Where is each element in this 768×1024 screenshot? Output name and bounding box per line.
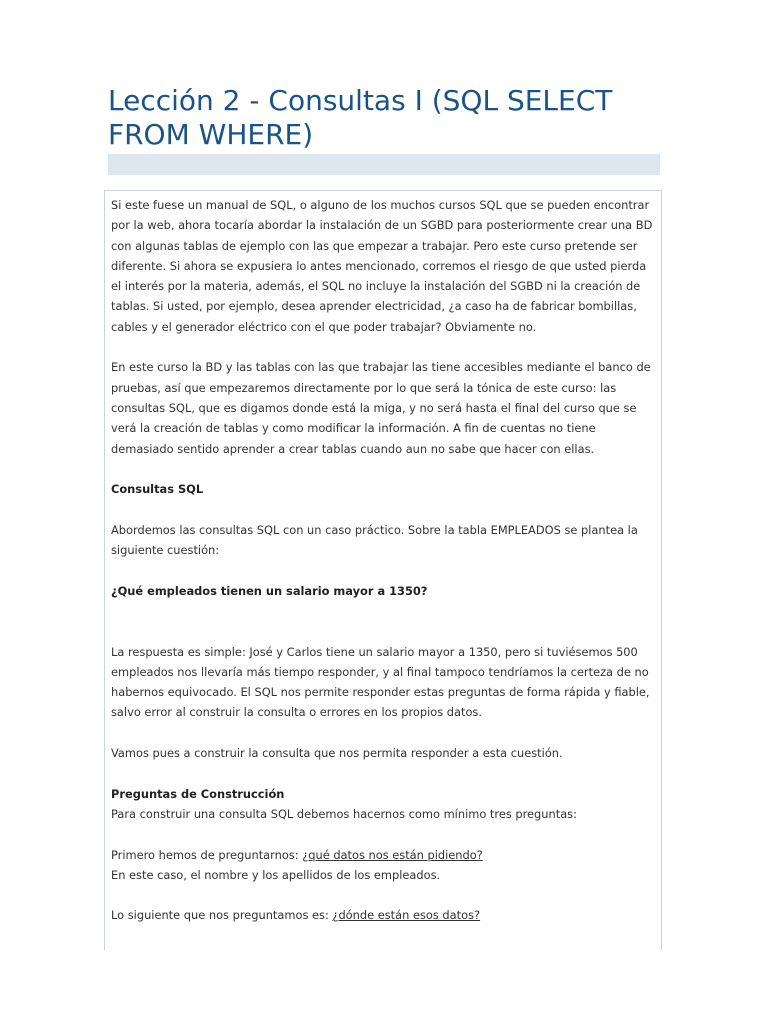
second-question-line [111,905,655,925]
answer-paragraph: La respuesta es simple: José y Carlos tiene un salario mayor a 1350, pero si tuviésemos 500 empleados nos llevaría más tiempo responder, y al final tampoco tendríamos la certeza de no habernos equivocado. El SQL nos permite responder estas preguntas de forma rápida y fiable, salvo error al construir la consulta o errores en los propios datos. [111,644,650,720]
intro-paragraph: Si este fuese un manual de SQL, o alguno de los muchos cursos SQL que se pueden encontrar por la web, ahora tocaría abordar la instalación de un SGBD para posteriormente crear una BD con algunas tablas de ejemplo con las que empezar a trabajar. Pero este curso pretende ser diferente. Si ahora se expusiera lo antes mencionado, corremos el riesgo de que usted pierda el interés por la materia, además, el SQL no incluye la instalación del SGBD ni la creación de tablas. Si usted, por ejemplo, desea aprender electricidad, ¿a caso ha de fabricar bombillas, cables y el generador eléctrico con el que poder trabajar? Obviamente no. [111,198,653,334]
first-question-line [111,845,655,865]
section-heading-consultas: Consultas SQL [111,482,204,497]
first-answer-line: En este caso, el nombre y los apellidos de los empleados. [111,867,441,882]
lesson-content [104,190,662,950]
second-question-link[interactable]: ¿dónde están esos datos? [332,908,481,923]
section-heading-construccion: Preguntas de Construcción [111,786,285,801]
build-query-paragraph: Vamos pues a construir la consulta que nos permita responder a esta cuestión. [111,746,563,761]
page-title: Lección 2 - Consultas I (SQL SELECT FROM WHERE) [108,84,613,151]
title-underline-bar [108,154,660,175]
first-question-prefix: Primero hemos de preguntarnos: [111,847,303,862]
case-paragraph: Abordemos las consultas SQL con un caso práctico. Sobre la tabla EMPLEADOS se plantea la siguiente cuestión: [111,522,638,558]
spacer [111,621,655,641]
question-heading: ¿Qué empleados tienen un salario mayor a 1350? [111,583,428,598]
spacer [111,601,655,621]
three-questions-paragraph: Para construir una consulta SQL debemos hacernos como mínimo tres preguntas: [111,806,577,821]
first-question-link[interactable]: ¿qué datos nos están pidiendo? [302,847,483,862]
course-paragraph: En este curso la BD y las tablas con las que trabajar las tiene accesibles mediante el banco de pruebas, así que empezaremos directamente por lo que será la tónica de este curso: las consultas SQL, que es digamos donde está la miga, y no será hasta el final del curso que se verá la creación de tablas y como modificar la información. A fin de cuentas no tiene demasiado sentido aprender a crear tablas cuando aun no sabe que hacer con ellas. [111,360,651,456]
second-question-prefix: Lo siguiente que nos preguntamos es: [111,908,333,923]
